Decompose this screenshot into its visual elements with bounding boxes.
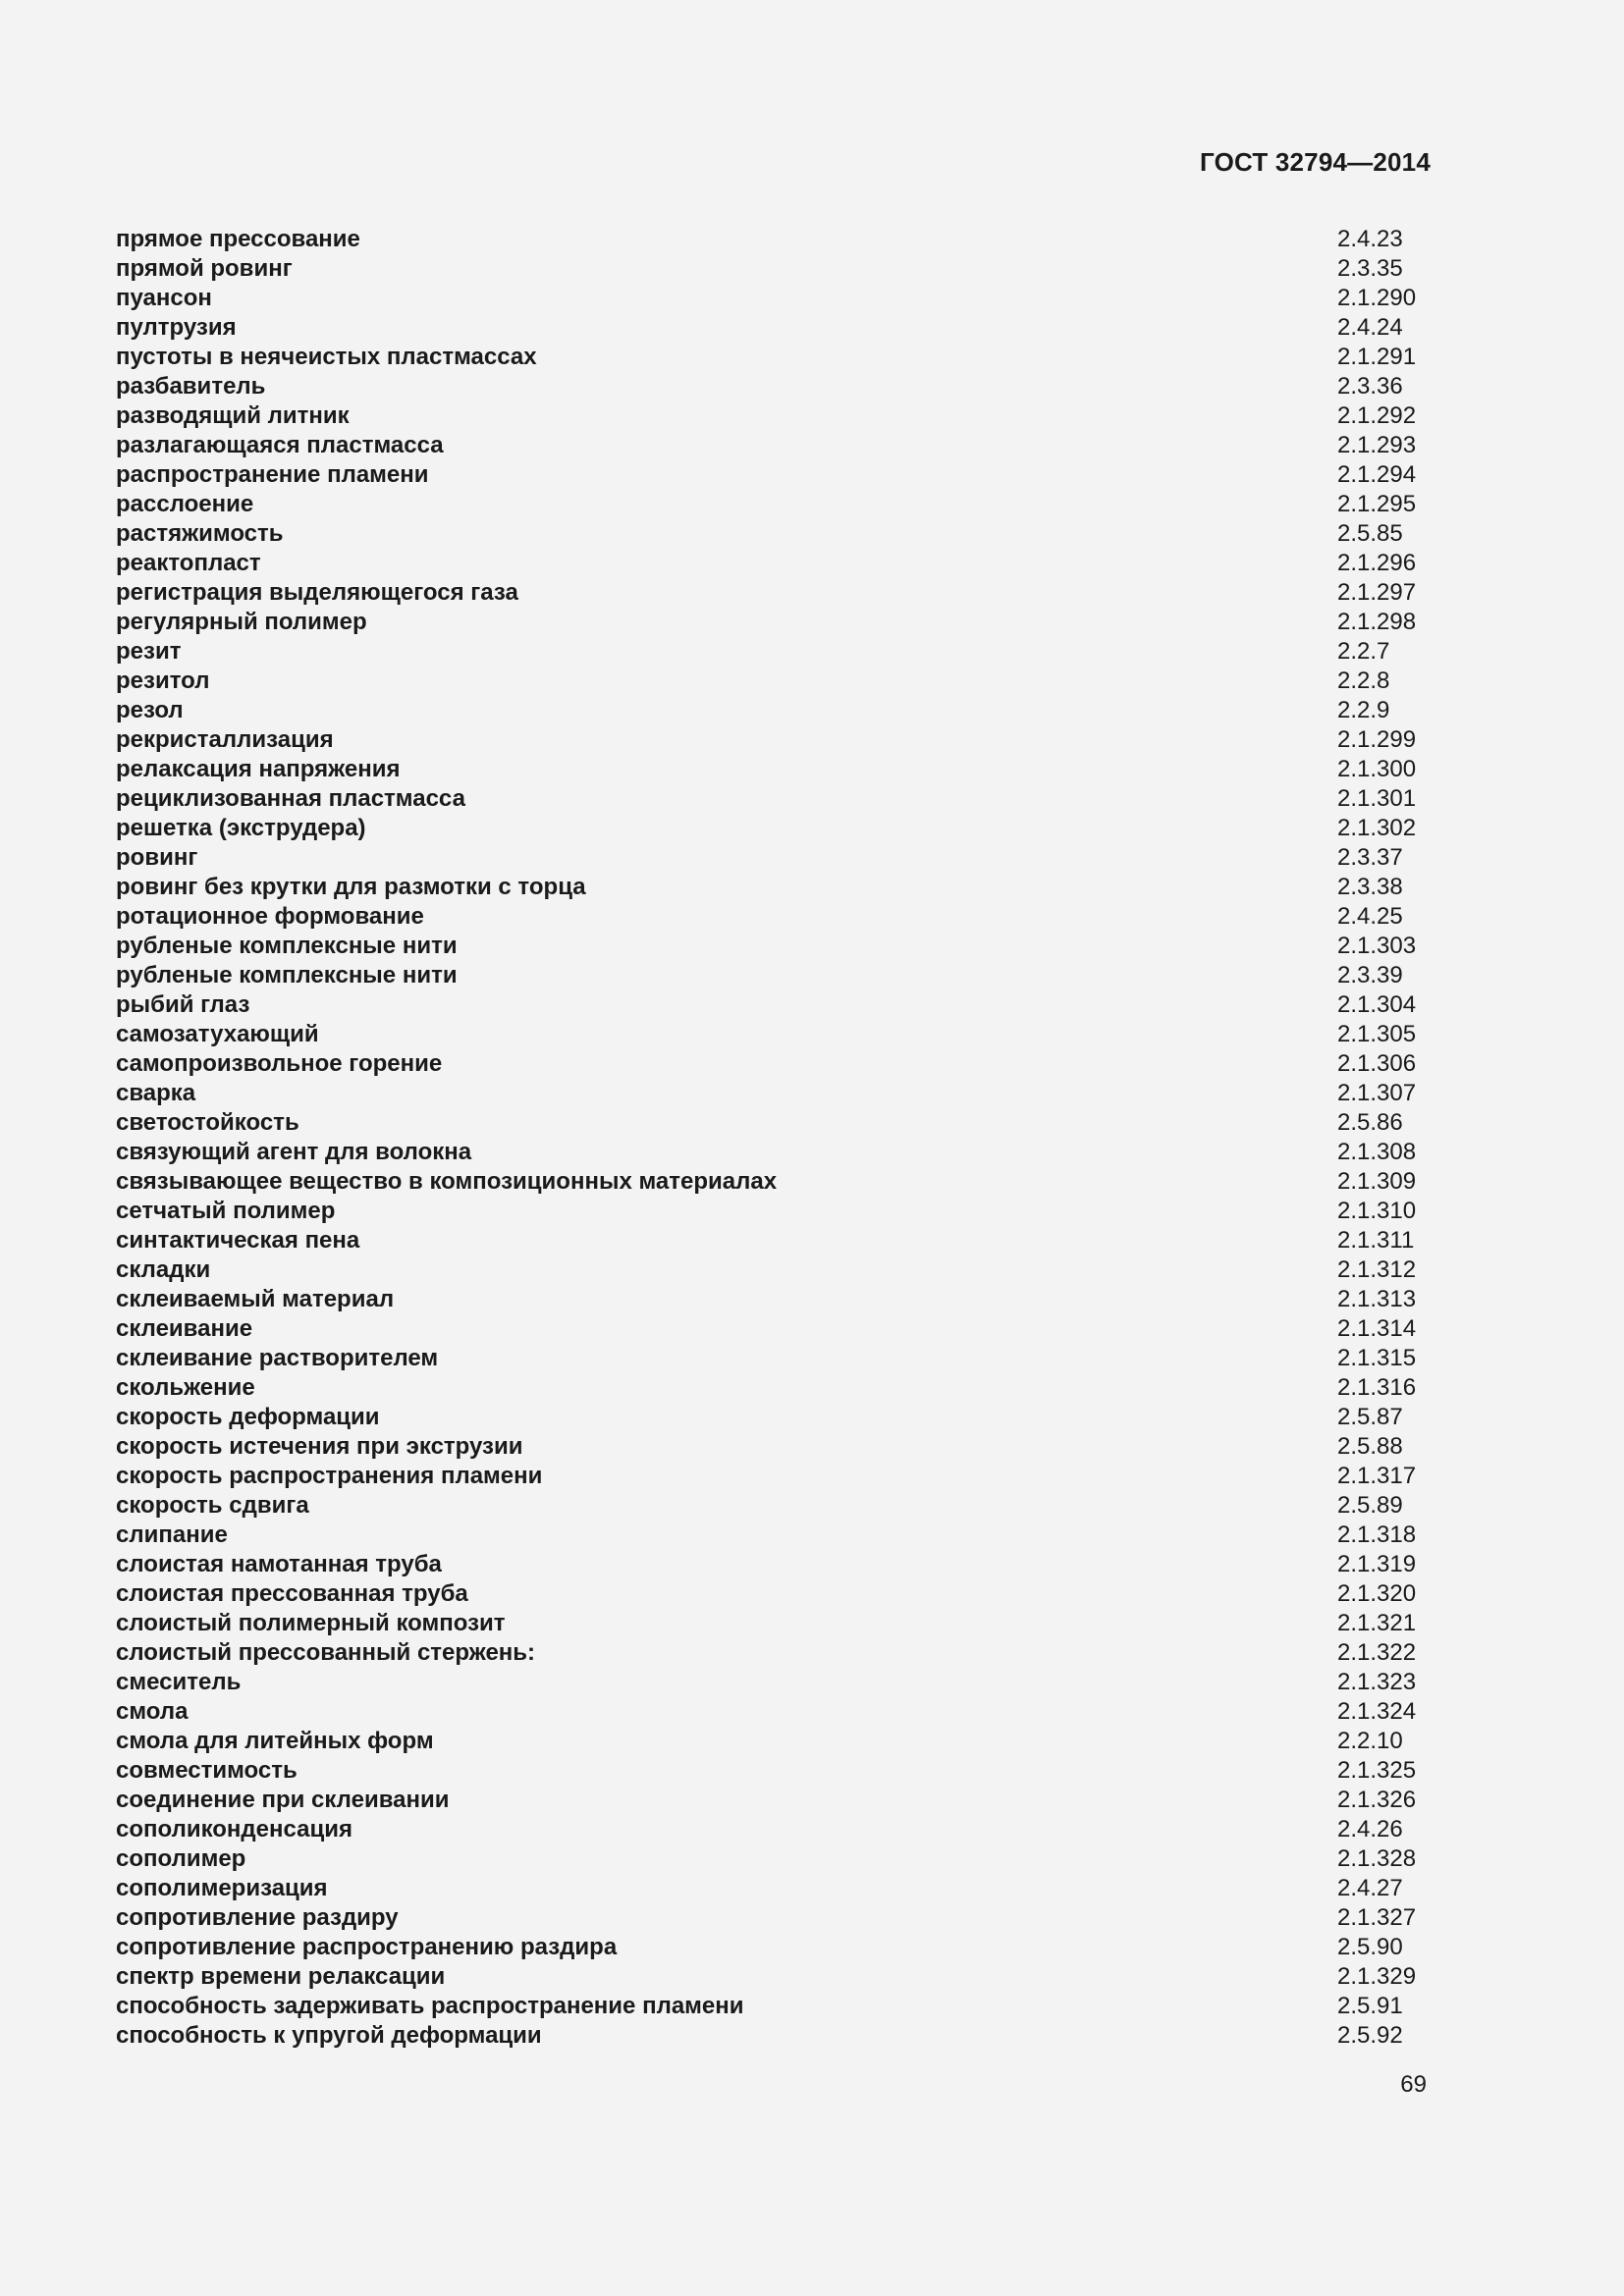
term-index-list <box>116 225 1432 2051</box>
index-entry <box>116 843 1432 873</box>
index-entry <box>116 1462 1432 1491</box>
index-term: релаксация напряжения <box>116 756 401 782</box>
index-entry <box>116 1521 1432 1550</box>
index-entry <box>116 932 1432 961</box>
index-term: способность задерживать распространение пламени <box>116 1993 744 2019</box>
index-entry <box>116 1697 1432 1727</box>
index-clause-number: 2.1.319 <box>1337 1551 1417 1577</box>
index-entry <box>116 1815 1432 1844</box>
index-entry <box>116 1609 1432 1638</box>
index-clause-number: 2.1.290 <box>1337 285 1417 311</box>
document-code-header: ГОСТ 32794—2014 <box>1200 147 1431 177</box>
index-clause-number: 2.1.307 <box>1337 1080 1417 1106</box>
index-term: разбавитель <box>116 373 266 400</box>
index-entry <box>116 1314 1432 1344</box>
index-entry <box>116 1874 1432 1903</box>
index-clause-number: 2.1.311 <box>1337 1227 1415 1254</box>
index-term: реактопласт <box>116 550 261 576</box>
index-clause-number: 2.3.38 <box>1337 874 1403 900</box>
index-clause-number: 2.1.315 <box>1337 1345 1417 1371</box>
index-clause-number: 2.4.25 <box>1337 903 1403 930</box>
index-term: пустоты в неячеистых пластмассах <box>116 344 537 370</box>
index-clause-number: 2.4.27 <box>1337 1875 1403 1901</box>
index-entry <box>116 1668 1432 1697</box>
index-clause-number: 2.5.89 <box>1337 1492 1403 1519</box>
index-term: растяжимость <box>116 520 284 547</box>
index-clause-number: 2.1.302 <box>1337 815 1417 841</box>
index-clause-number: 2.1.299 <box>1337 726 1417 753</box>
index-entry <box>116 578 1432 608</box>
index-term: рециклизованная пластмасса <box>116 785 465 812</box>
index-term: ровинг без крутки для размотки с торца <box>116 874 586 900</box>
index-term: совместимость <box>116 1757 298 1784</box>
index-clause-number: 2.3.39 <box>1337 962 1403 988</box>
index-clause-number: 2.1.303 <box>1337 933 1417 959</box>
index-clause-number: 2.5.85 <box>1337 520 1403 547</box>
index-clause-number: 2.1.304 <box>1337 991 1417 1018</box>
index-entry <box>116 1756 1432 1786</box>
index-entry <box>116 1344 1432 1373</box>
index-entry <box>116 725 1432 755</box>
index-clause-number: 2.1.327 <box>1337 1904 1417 1931</box>
index-clause-number: 2.1.316 <box>1337 1374 1417 1401</box>
index-term: слоистый полимерный композит <box>116 1610 506 1636</box>
index-clause-number: 2.1.296 <box>1337 550 1417 576</box>
index-clause-number: 2.5.92 <box>1337 2022 1403 2049</box>
index-clause-number: 2.1.305 <box>1337 1021 1417 1047</box>
index-term: склеивание <box>116 1315 253 1342</box>
index-term: смеситель <box>116 1669 242 1695</box>
index-entry <box>116 431 1432 460</box>
index-clause-number: 2.2.7 <box>1337 638 1390 665</box>
index-entry <box>116 225 1432 254</box>
index-entry <box>116 1373 1432 1403</box>
index-clause-number: 2.1.318 <box>1337 1522 1417 1548</box>
index-term: связующий агент для волокна <box>116 1139 472 1165</box>
index-entry <box>116 637 1432 667</box>
index-entry <box>116 401 1432 431</box>
index-clause-number: 2.1.325 <box>1337 1757 1417 1784</box>
index-entry <box>116 1432 1432 1462</box>
index-term: скорость распространения пламени <box>116 1463 543 1489</box>
index-term: регистрация выделяющегося газа <box>116 579 518 606</box>
index-term: рыбий глаз <box>116 991 250 1018</box>
index-entry <box>116 1020 1432 1049</box>
index-entry <box>116 2021 1432 2051</box>
index-entry <box>116 667 1432 696</box>
index-clause-number: 2.1.291 <box>1337 344 1417 370</box>
index-term: рубленые комплексные нити <box>116 933 458 959</box>
index-clause-number: 2.1.326 <box>1337 1787 1417 1813</box>
index-entry <box>116 1167 1432 1197</box>
index-term: резол <box>116 697 184 723</box>
index-entry <box>116 313 1432 343</box>
index-entry <box>116 1903 1432 1933</box>
index-clause-number: 2.5.91 <box>1337 1993 1403 2019</box>
index-term: разводящий литник <box>116 402 350 429</box>
index-clause-number: 2.1.322 <box>1337 1639 1417 1666</box>
index-entry <box>116 1579 1432 1609</box>
index-clause-number: 2.1.329 <box>1337 1963 1417 1990</box>
index-clause-number: 2.5.86 <box>1337 1109 1403 1136</box>
index-term: рекристаллизация <box>116 726 334 753</box>
index-clause-number: 2.4.24 <box>1337 314 1403 341</box>
index-clause-number: 2.1.294 <box>1337 461 1417 488</box>
index-term: сопротивление раздиру <box>116 1904 399 1931</box>
index-term: синтактическая пена <box>116 1227 360 1254</box>
index-entry <box>116 814 1432 843</box>
index-entry <box>116 1727 1432 1756</box>
index-term: сополиконденсация <box>116 1816 352 1842</box>
index-entry <box>116 1962 1432 1992</box>
index-clause-number: 2.3.36 <box>1337 373 1403 400</box>
index-clause-number: 2.1.298 <box>1337 609 1417 635</box>
index-term: резитол <box>116 667 210 694</box>
index-term: сопротивление распространению раздира <box>116 1934 618 1960</box>
index-clause-number: 2.2.9 <box>1337 697 1390 723</box>
index-term: ровинг <box>116 844 198 871</box>
index-entry <box>116 460 1432 490</box>
index-clause-number: 2.1.309 <box>1337 1168 1417 1195</box>
index-entry <box>116 990 1432 1020</box>
index-term: прямое прессование <box>116 226 360 252</box>
index-clause-number: 2.1.308 <box>1337 1139 1417 1165</box>
index-entry <box>116 1226 1432 1255</box>
index-entry <box>116 1255 1432 1285</box>
index-term: слоистая прессованная труба <box>116 1580 468 1607</box>
index-term: сополимеризация <box>116 1875 328 1901</box>
index-entry <box>116 1138 1432 1167</box>
index-entry <box>116 549 1432 578</box>
index-term: прямой ровинг <box>116 255 293 282</box>
index-clause-number: 2.2.8 <box>1337 667 1390 694</box>
index-clause-number: 2.5.88 <box>1337 1433 1403 1460</box>
index-term: скольжение <box>116 1374 255 1401</box>
index-clause-number: 2.1.292 <box>1337 402 1417 429</box>
index-term: сварка <box>116 1080 196 1106</box>
index-term: слоистый прессованный стержень: <box>116 1639 536 1666</box>
index-entry <box>116 1550 1432 1579</box>
index-entry <box>116 519 1432 549</box>
index-term: резит <box>116 638 182 665</box>
index-term: скорость деформации <box>116 1404 380 1430</box>
index-entry <box>116 1049 1432 1079</box>
index-term: скорость истечения при экструзии <box>116 1433 523 1460</box>
index-entry <box>116 902 1432 932</box>
index-entry <box>116 1108 1432 1138</box>
index-term: спектр времени релаксации <box>116 1963 446 1990</box>
index-entry <box>116 1638 1432 1668</box>
index-entry <box>116 254 1432 284</box>
index-entry <box>116 1844 1432 1874</box>
index-term: слипание <box>116 1522 228 1548</box>
index-clause-number: 2.1.314 <box>1337 1315 1417 1342</box>
index-term: пуансон <box>116 285 212 311</box>
index-clause-number: 2.1.320 <box>1337 1580 1417 1607</box>
index-entry <box>116 1933 1432 1962</box>
index-entry <box>116 1197 1432 1226</box>
index-clause-number: 2.1.301 <box>1337 785 1417 812</box>
index-entry <box>116 961 1432 990</box>
index-entry <box>116 755 1432 784</box>
index-clause-number: 2.4.26 <box>1337 1816 1403 1842</box>
index-term: расслоение <box>116 491 254 517</box>
index-term: складки <box>116 1256 211 1283</box>
index-term: слоистая намотанная труба <box>116 1551 442 1577</box>
index-entry <box>116 873 1432 902</box>
index-term: самозатухающий <box>116 1021 319 1047</box>
index-clause-number: 2.1.293 <box>1337 432 1417 458</box>
index-clause-number: 2.1.297 <box>1337 579 1417 606</box>
index-clause-number: 2.1.306 <box>1337 1050 1417 1077</box>
index-clause-number: 2.1.321 <box>1337 1610 1417 1636</box>
index-entry <box>116 490 1432 519</box>
index-term: соединение при склеивании <box>116 1787 450 1813</box>
index-entry <box>116 1992 1432 2021</box>
index-term: смола <box>116 1698 189 1725</box>
index-clause-number: 2.1.324 <box>1337 1698 1417 1725</box>
index-term: светостойкость <box>116 1109 299 1136</box>
index-clause-number: 2.1.300 <box>1337 756 1417 782</box>
index-entry <box>116 1285 1432 1314</box>
index-clause-number: 2.5.87 <box>1337 1404 1403 1430</box>
index-entry <box>116 1491 1432 1521</box>
index-entry <box>116 784 1432 814</box>
index-clause-number: 2.4.23 <box>1337 226 1403 252</box>
index-clause-number: 2.1.310 <box>1337 1198 1417 1224</box>
index-term: сополимер <box>116 1845 246 1872</box>
index-term: способность к упругой деформации <box>116 2022 542 2049</box>
index-term: склеиваемый материал <box>116 1286 395 1312</box>
index-entry <box>116 372 1432 401</box>
index-clause-number: 2.2.10 <box>1337 1728 1403 1754</box>
index-entry <box>116 343 1432 372</box>
index-term: склеивание растворителем <box>116 1345 439 1371</box>
index-clause-number: 2.1.328 <box>1337 1845 1417 1872</box>
index-clause-number: 2.1.317 <box>1337 1463 1417 1489</box>
page-number: 69 <box>1400 2071 1427 2098</box>
index-clause-number: 2.1.313 <box>1337 1286 1417 1312</box>
index-term: скорость сдвига <box>116 1492 309 1519</box>
index-term: регулярный полимер <box>116 609 367 635</box>
index-entry <box>116 284 1432 313</box>
index-term: распространение пламени <box>116 461 429 488</box>
index-term: пултрузия <box>116 314 237 341</box>
index-entry <box>116 696 1432 725</box>
index-clause-number: 2.3.35 <box>1337 255 1403 282</box>
index-entry <box>116 1079 1432 1108</box>
index-term: самопроизвольное горение <box>116 1050 443 1077</box>
index-entry <box>116 608 1432 637</box>
index-term: решетка (экструдера) <box>116 815 366 841</box>
index-clause-number: 2.3.37 <box>1337 844 1403 871</box>
index-term: сетчатый полимер <box>116 1198 336 1224</box>
index-clause-number: 2.5.90 <box>1337 1934 1403 1960</box>
index-entry <box>116 1786 1432 1815</box>
index-clause-number: 2.1.312 <box>1337 1256 1417 1283</box>
index-clause-number: 2.1.323 <box>1337 1669 1417 1695</box>
index-term: рубленые комплексные нити <box>116 962 458 988</box>
index-term: связывающее вещество в композиционных материалах <box>116 1168 778 1195</box>
index-clause-number: 2.1.295 <box>1337 491 1417 517</box>
index-entry <box>116 1403 1432 1432</box>
index-term: разлагающаяся пластмасса <box>116 432 444 458</box>
index-term: ротационное формование <box>116 903 424 930</box>
index-term: смола для литейных форм <box>116 1728 434 1754</box>
